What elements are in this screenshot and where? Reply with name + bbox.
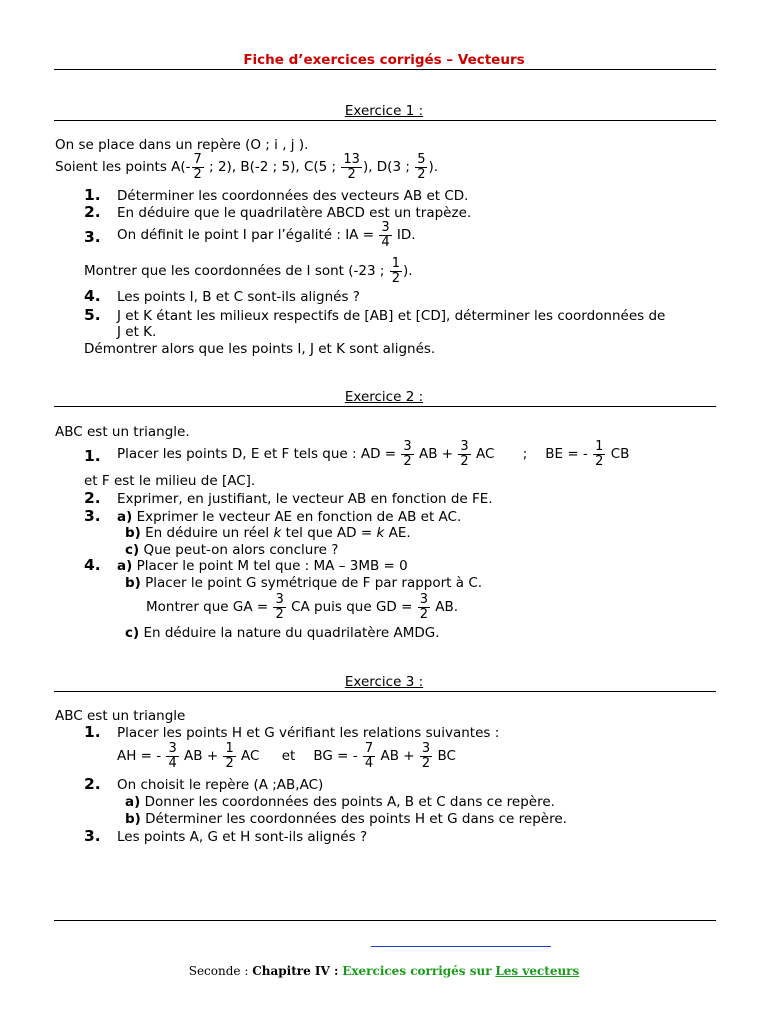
fraction-1-2: $\frac{1}{2}$ bbox=[391, 256, 400, 286]
ex3-num-3: 3. bbox=[84, 827, 101, 845]
exercise-3-divider bbox=[54, 691, 716, 692]
fraction-3-4: $\frac{3}{4}$ bbox=[168, 741, 177, 771]
ex1-intro-2: Soient les points A(- $\frac{7}{2}$ ; 2), B(-2 ; 5), C(5 ; $\frac{13}{2}$ ), D(3 ; $\frac{5}{2}$ ). bbox=[55, 152, 439, 182]
ex1-intro-1: On se place dans un repère (O ; i , j ). bbox=[55, 137, 309, 153]
exercise-2-divider bbox=[54, 406, 716, 407]
ex3-question-2b: b) Déterminer les coordonnées des points H et G dans ce repère. bbox=[125, 811, 567, 827]
ex2-question-3a: a) Exprimer le vecteur AE en fonction de AB et AC. bbox=[117, 509, 462, 525]
exercise-3-heading: Exercice 3 : bbox=[344, 674, 424, 690]
fraction-5-2: $\frac{5}{2}$ bbox=[417, 152, 426, 182]
ex3-question-2a: a) Donner les coordonnées des points A, B et C dans ce repère. bbox=[125, 794, 555, 810]
ex1-num-1: 1. bbox=[84, 186, 101, 204]
ex3-intro: ABC est un triangle bbox=[55, 708, 186, 724]
ex1-question-5-cont: J et K. bbox=[117, 324, 157, 340]
ex2-question-4b-show: Montrer que GA = $\frac{3}{2}$ CA puis que GD = $\frac{3}{2}$ AB. bbox=[146, 592, 459, 622]
title-divider bbox=[54, 69, 716, 70]
footer-level: Seconde : bbox=[188, 964, 249, 978]
fraction-1-2: $\frac{1}{2}$ bbox=[225, 741, 234, 771]
exercise-1-heading: Exercice 1 : bbox=[344, 103, 424, 119]
ex3-question-3: Les points A, G et H sont-ils alignés ? bbox=[117, 829, 368, 845]
ex2-question-2: Exprimer, en justifiant, le vecteur AB en fonction de FE. bbox=[117, 491, 493, 507]
footer-link-underline bbox=[371, 946, 551, 947]
ex3-num-1: 1. bbox=[84, 723, 101, 741]
footer-divider bbox=[54, 920, 716, 921]
footer-topic-link[interactable]: Les vecteurs bbox=[495, 964, 580, 978]
exercise-1-divider bbox=[54, 120, 716, 121]
ex2-question-4a: a) Placer le point M tel que : MA – 3MB = 0 bbox=[117, 558, 408, 574]
page-footer bbox=[0, 964, 768, 978]
ex3-num-2: 2. bbox=[84, 775, 101, 793]
fraction-3-2: $\frac{3}{2}$ bbox=[403, 439, 412, 469]
document-title: Fiche d’exercices corrigés – Vecteurs bbox=[243, 52, 525, 68]
ex2-question-4b: b) Placer le point G symétrique de F par rapport à C. bbox=[125, 575, 483, 591]
ex3-relations: AH = - $\frac{3}{4}$ AB + $\frac{1}{2}$ AC et BG = - $\frac{7}{4}$ AB + $\frac{3}{2}$ BC bbox=[117, 741, 456, 771]
ex1-question-5-conclusion: Démontrer alors que les points I, J et K sont alignés. bbox=[84, 341, 436, 357]
fraction-3-2: $\frac{3}{2}$ bbox=[421, 741, 431, 771]
ex2-num-1: 1. bbox=[84, 447, 101, 465]
ex1-num-2: 2. bbox=[84, 203, 101, 221]
ex2-num-3: 3. bbox=[84, 507, 101, 525]
ex1-num-4: 4. bbox=[84, 287, 101, 305]
fraction-1-2: $\frac{1}{2}$ bbox=[595, 439, 604, 469]
ex1-question-2: En déduire que le quadrilatère ABCD est un trapèze. bbox=[117, 205, 472, 221]
ex1-question-1: Déterminer les coordonnées des vecteurs AB et CD. bbox=[117, 188, 469, 204]
ex2-num-2: 2. bbox=[84, 489, 101, 507]
ex1-question-3-followup: Montrer que les coordonnées de I sont (-23 ; $\frac{1}{2}$ ). bbox=[84, 256, 413, 286]
ex2-question-1-cont: et F est le milieu de [AC]. bbox=[84, 473, 256, 489]
ex2-question-1: Placer les points D, E et F tels que : AD = $\frac{3}{2}$ AB + $\frac{3}{2}$ AC ; BE = - $\frac{1}{2}$ CB bbox=[117, 439, 630, 469]
ex2-intro: ABC est un triangle. bbox=[55, 424, 190, 440]
fraction-3-4: $\frac{3}{4}$ bbox=[381, 220, 390, 250]
fraction-3-2: $\frac{3}{2}$ bbox=[460, 439, 469, 469]
ex3-question-1: Placer les points H et G vérifiant les relations suivantes : bbox=[117, 725, 500, 741]
ex2-question-3b: b) En déduire un réel k tel que AD = k AE. bbox=[125, 525, 411, 541]
ex3-question-2: On choisit le repère (A ;AB,AC) bbox=[117, 777, 324, 793]
ex1-question-3: On définit le point I par l’égalité : IA = $\frac{3}{4}$ ID. bbox=[117, 220, 416, 250]
exercise-2-heading: Exercice 2 : bbox=[344, 389, 424, 405]
ex2-question-3c: c) Que peut-on alors conclure ? bbox=[125, 542, 339, 558]
ex1-num-5: 5. bbox=[84, 306, 101, 324]
ex2-question-4c: c) En déduire la nature du quadrilatère AMDG. bbox=[125, 625, 440, 641]
fraction-3-2: $\frac{3}{2}$ bbox=[275, 592, 284, 622]
fraction-7-2: $\frac{7}{2}$ bbox=[193, 152, 202, 182]
ex2-num-4: 4. bbox=[84, 556, 101, 574]
fraction-13-2: $\frac{13}{2}$ bbox=[343, 152, 360, 182]
footer-chapter: Chapitre IV : bbox=[252, 964, 339, 978]
fraction-7-4: $\frac{7}{4}$ bbox=[364, 741, 374, 771]
fraction-3-2: $\frac{3}{2}$ bbox=[419, 592, 428, 622]
footer-subject: Exercices corrigés sur bbox=[342, 964, 492, 978]
ex1-question-5: J et K étant les milieux respectifs de [AB] et [CD], déterminer les coordonnées de bbox=[117, 308, 666, 324]
ex1-num-3: 3. bbox=[84, 228, 101, 246]
ex1-question-4: Les points I, B et C sont-ils alignés ? bbox=[117, 289, 360, 305]
